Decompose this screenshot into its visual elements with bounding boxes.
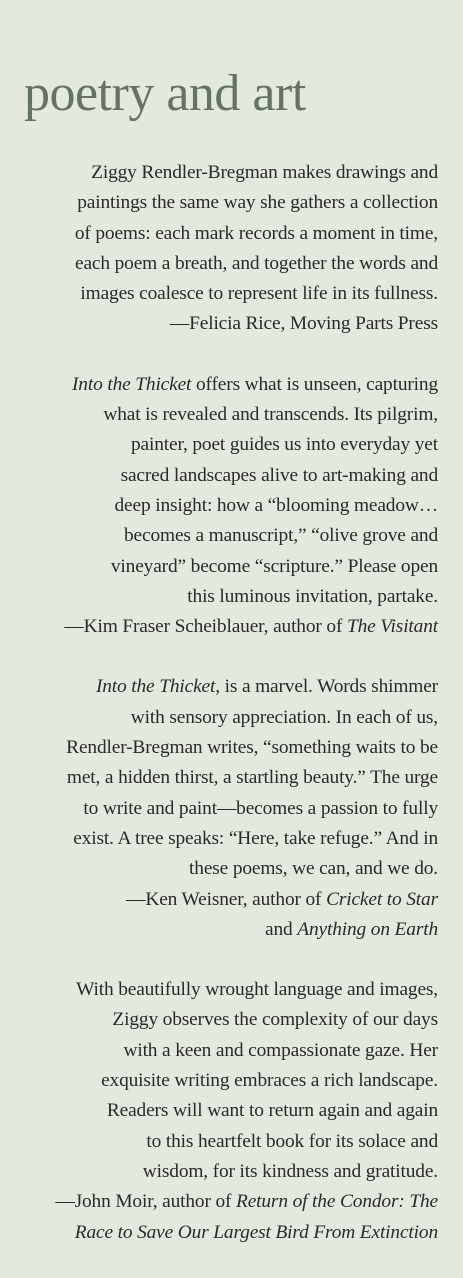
text-line [8,915,438,945]
italic-text-run: The Visitant [346,616,438,638]
text-run: , is a marvel. Words shimmer [215,676,438,698]
text-line [8,400,438,430]
text-line [8,794,438,824]
text-line [8,1127,438,1157]
text-run: Rendler-Bregman writes, “something waits to be [66,737,438,759]
text-run: to write and paint—becomes a passion to fully [83,797,438,819]
endorsement-paragraph [8,158,438,340]
text-run: to this heartfelt book for its solace and [146,1130,438,1152]
text-line [8,1096,438,1126]
text-line [8,279,438,309]
endorsement-paragraph [8,975,438,1248]
text-line [8,733,438,763]
text-run: these poems, we can, and we do. [189,858,438,880]
text-run: —Felicia Rice, Moving Parts Press [169,313,438,335]
text-line [8,1036,438,1066]
text-run: with sensory appreciation. In each of us, [130,706,438,728]
text-run: exquisite writing embraces a rich landscape. [101,1070,438,1092]
text-line [8,854,438,884]
text-run: this luminous invitation, partake. [187,585,438,607]
text-run: with a keen and compassionate gaze. Her [123,1039,438,1061]
italic-text-run: Race to Save Our Largest Bird From Extinction [74,1221,438,1243]
text-line [8,1187,438,1217]
text-run: exist. A tree speaks: “Here, take refuge.” And in [73,827,438,849]
italic-text-run: Cricket to Star [326,888,438,910]
text-run: and [265,918,298,940]
text-run: —John Moir, author of [55,1191,236,1213]
text-run: With beautifully wrought language and images, [76,979,438,1001]
text-run: Readers will want to return again and again [106,1100,438,1122]
text-line [8,885,438,915]
text-line [8,370,438,400]
text-run: what is revealed and transcends. Its pilgrim, [103,404,438,426]
text-line [8,158,438,188]
text-run: paintings the same way she gathers a collection [77,192,438,214]
text-line [8,1157,438,1187]
text-run: vineyard” become “scripture.” Please open [110,555,438,577]
italic-text-run: Into the Thicket [95,676,216,698]
text-run: deep insight: how a “blooming meadow… [114,494,438,516]
text-line [8,521,438,551]
italic-text-run: Into the Thicket [72,373,192,395]
text-run: images coalesce to represent life in its fullness. [80,283,438,305]
text-run: sacred landscapes alive to art-making and [120,464,438,486]
text-line [8,672,438,702]
text-run: of poems: each mark records a moment in time, [74,222,438,244]
text-run: each poem a breath, and together the words and [75,252,438,274]
endorsement-paragraph [8,672,438,945]
text-line [8,249,438,279]
text-line [8,975,438,1005]
endorsements [8,158,438,1278]
text-line [8,461,438,491]
text-line [8,430,438,460]
text-line [8,1218,438,1248]
text-line [8,1005,438,1035]
text-run: Ziggy Rendler-Bregman makes drawings and [91,162,438,183]
italic-text-run: Return of the Condor: The [236,1191,438,1213]
text-run: —Ken Weisner, author of [126,888,327,910]
text-line [8,582,438,612]
text-run: offers what is unseen, capturing [191,373,438,395]
text-line [8,219,438,249]
text-run: Ziggy observes the complexity of our days [112,1009,438,1031]
page-title: poetry and art [24,65,306,122]
text-run: met, a hidden thirst, a startling beauty.” The urge [66,767,438,789]
text-line [8,309,438,339]
text-line [8,1066,438,1096]
text-line [8,703,438,733]
text-run: —Kim Fraser Scheiblauer, author of [64,616,347,638]
italic-text-run: Anything on Earth [297,918,438,940]
text-run: wisdom, for its kindness and gratitude. [142,1160,438,1182]
text-line [8,188,438,218]
text-line [8,763,438,793]
text-line [8,612,438,642]
text-run: becomes a manuscript,” “olive grove and [124,525,438,547]
endorsement-paragraph [8,370,438,643]
text-run: painter, poet guides us into everyday yet [130,434,438,456]
text-line [8,552,438,582]
text-line [8,824,438,854]
text-line [8,491,438,521]
